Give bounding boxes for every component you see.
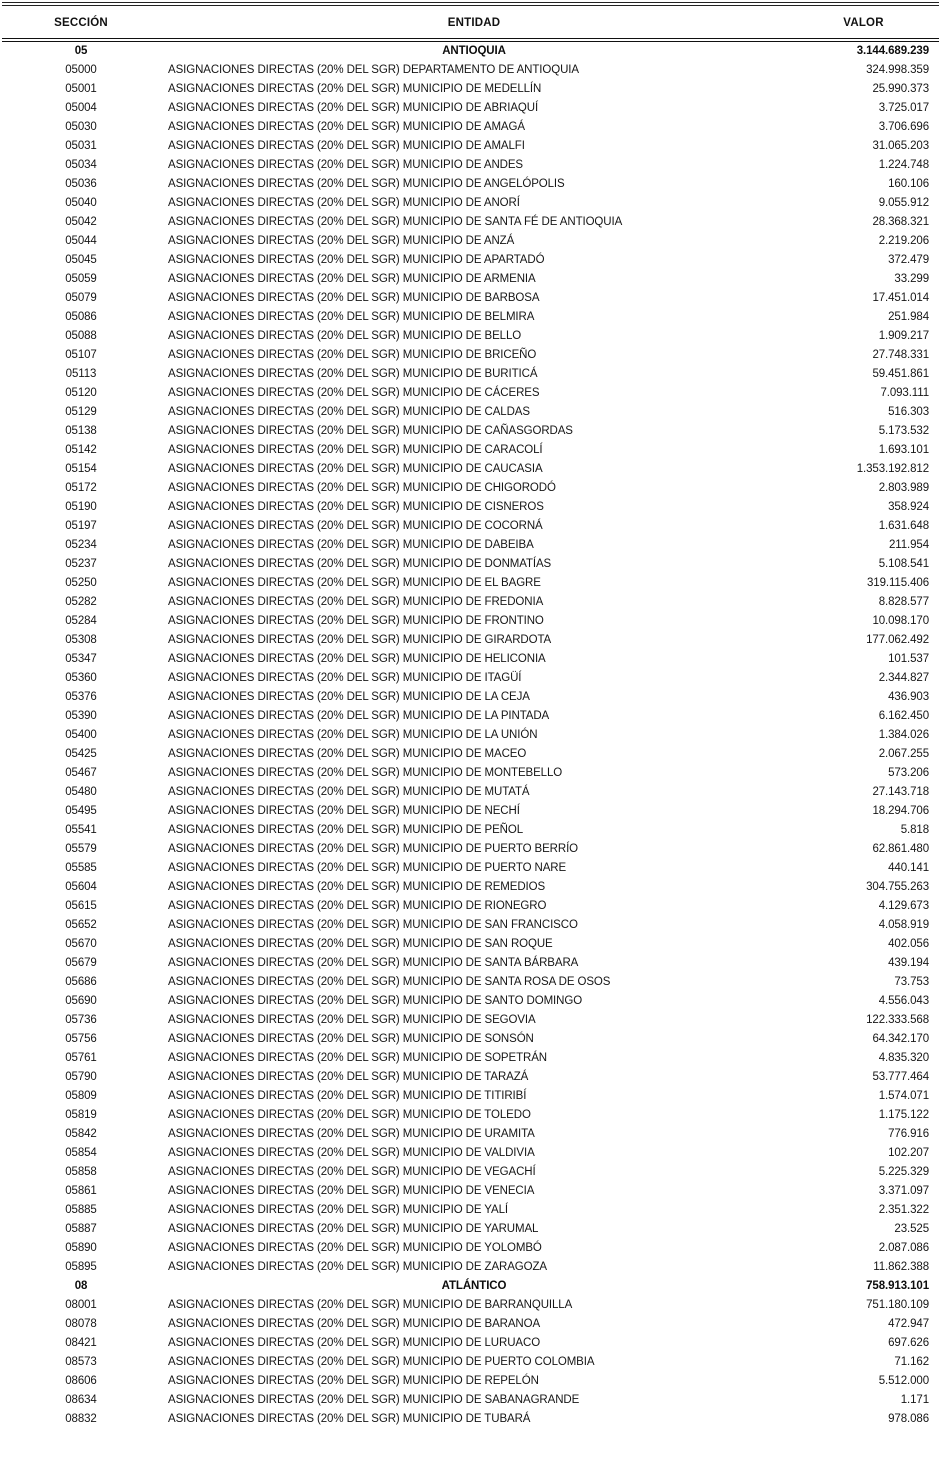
row-value: 64.342.170 <box>872 1033 929 1045</box>
row-code: 05360 <box>65 672 97 684</box>
row-entity: ASIGNACIONES DIRECTAS (20% DEL SGR) MUNICIPIO DE TARAZÁ <box>168 1071 529 1083</box>
row-code: 05376 <box>65 691 97 703</box>
row-value: 177.062.492 <box>866 634 929 646</box>
allocations-table <box>2 2 939 1429</box>
row-entity: ASIGNACIONES DIRECTAS (20% DEL SGR) MUNICIPIO DE EL BAGRE <box>168 577 541 589</box>
row-code: 05885 <box>65 1204 97 1216</box>
row-code: 05107 <box>65 349 97 361</box>
table-row <box>2 574 939 593</box>
row-value: 160.106 <box>888 178 929 190</box>
table-row <box>2 1049 939 1068</box>
row-entity: ASIGNACIONES DIRECTAS (20% DEL SGR) MUNICIPIO DE DABEIBA <box>168 539 534 551</box>
row-value: 2.067.255 <box>878 748 929 760</box>
row-value: 11.862.388 <box>873 1261 929 1273</box>
row-entity: ASIGNACIONES DIRECTAS (20% DEL SGR) MUNICIPIO DE AMALFI <box>168 140 525 152</box>
row-value: 102.207 <box>888 1147 929 1159</box>
row-entity: ASIGNACIONES DIRECTAS (20% DEL SGR) MUNICIPIO DE SANTO DOMINGO <box>168 995 583 1007</box>
row-code: 08001 <box>65 1299 97 1311</box>
row-value: 358.924 <box>888 501 929 513</box>
table-row <box>2 517 939 536</box>
row-entity: ASIGNACIONES DIRECTAS (20% DEL SGR) MUNICIPIO DE CALDAS <box>168 406 530 418</box>
row-entity: ASIGNACIONES DIRECTAS (20% DEL SGR) MUNICIPIO DE BELMIRA <box>168 311 535 323</box>
row-code: 05138 <box>65 425 97 437</box>
row-value: 2.219.206 <box>878 235 929 247</box>
table-row <box>2 1201 939 1220</box>
row-value: 2.803.989 <box>878 482 929 494</box>
table-row <box>2 1106 939 1125</box>
table-row <box>2 422 939 441</box>
table-row <box>2 1334 939 1353</box>
row-value: 8.828.577 <box>878 596 929 608</box>
row-code: 05670 <box>65 938 97 950</box>
row-entity: ASIGNACIONES DIRECTAS (20% DEL SGR) MUNICIPIO DE REMEDIOS <box>168 881 546 893</box>
row-value: 304.755.263 <box>866 881 929 893</box>
table-row <box>2 99 939 118</box>
row-code: 05045 <box>65 254 97 266</box>
row-entity: ASIGNACIONES DIRECTAS (20% DEL SGR) MUNICIPIO DE ANGELÓPOLIS <box>168 178 565 190</box>
row-entity: ASIGNACIONES DIRECTAS (20% DEL SGR) MUNICIPIO DE ITAGÜÍ <box>168 672 522 684</box>
table-row <box>2 460 939 479</box>
row-code: 05890 <box>65 1242 97 1254</box>
row-value: 17.451.014 <box>872 292 929 304</box>
row-code: 05652 <box>65 919 97 931</box>
table-row <box>2 992 939 1011</box>
row-code: 05819 <box>65 1109 97 1121</box>
table-row <box>2 536 939 555</box>
row-entity: ASIGNACIONES DIRECTAS (20% DEL SGR) MUNICIPIO DE SOPETRÁN <box>168 1052 547 1064</box>
table-row <box>2 479 939 498</box>
table-row <box>2 650 939 669</box>
table-row <box>2 859 939 878</box>
row-value: 324.998.359 <box>866 64 929 76</box>
row-code: 05086 <box>65 311 97 323</box>
table-row <box>2 916 939 935</box>
row-entity: ASIGNACIONES DIRECTAS (20% DEL SGR) MUNICIPIO DE MACEO <box>168 748 527 760</box>
row-value: 1.175.122 <box>878 1109 929 1121</box>
row-code: 05000 <box>65 64 97 76</box>
row-code: 05079 <box>65 292 97 304</box>
row-entity: ASIGNACIONES DIRECTAS (20% DEL SGR) MUNICIPIO DE MUTATÁ <box>168 786 530 798</box>
table-row <box>2 935 939 954</box>
section-name: ATLÁNTICO <box>441 1280 507 1292</box>
table-row <box>2 441 939 460</box>
row-value: 122.333.568 <box>866 1014 929 1026</box>
row-value: 2.344.827 <box>878 672 929 684</box>
row-entity: ASIGNACIONES DIRECTAS (20% DEL SGR) MUNICIPIO DE LURUACO <box>168 1337 541 1349</box>
row-code: 05154 <box>65 463 97 475</box>
row-entity: ASIGNACIONES DIRECTAS (20% DEL SGR) MUNICIPIO DE REPELÓN <box>168 1375 539 1387</box>
row-code: 05842 <box>65 1128 97 1140</box>
table-row <box>2 821 939 840</box>
table-row <box>2 251 939 270</box>
row-code: 05172 <box>65 482 97 494</box>
row-value: 751.180.109 <box>866 1299 929 1311</box>
table-row <box>2 156 939 175</box>
row-code: 05690 <box>65 995 97 1007</box>
row-code: 05129 <box>65 406 97 418</box>
row-value: 25.990.373 <box>872 83 929 95</box>
row-value: 33.299 <box>894 273 929 285</box>
row-value: 402.056 <box>888 938 929 950</box>
row-entity: ASIGNACIONES DIRECTAS (20% DEL SGR) MUNICIPIO DE YARUMAL <box>168 1223 539 1235</box>
row-entity: ASIGNACIONES DIRECTAS (20% DEL SGR) MUNICIPIO DE SABANAGRANDE <box>168 1394 580 1406</box>
row-value: 4.129.673 <box>878 900 929 912</box>
row-value: 4.058.919 <box>878 919 929 931</box>
row-code: 05790 <box>65 1071 97 1083</box>
section-name: ANTIOQUIA <box>442 45 506 57</box>
table-row <box>2 270 939 289</box>
header-row <box>2 4 939 40</box>
row-entity: ASIGNACIONES DIRECTAS (20% DEL SGR) MUNICIPIO DE COCORNÁ <box>168 520 543 532</box>
row-entity: ASIGNACIONES DIRECTAS (20% DEL SGR) MUNICIPIO DE FREDONIA <box>168 596 544 608</box>
table-row <box>2 1220 939 1239</box>
row-code: 05541 <box>65 824 97 836</box>
row-value: 1.574.071 <box>878 1090 929 1102</box>
row-entity: ASIGNACIONES DIRECTAS (20% DEL SGR) MUNICIPIO DE SEGOVIA <box>168 1014 536 1026</box>
table-row <box>2 1087 939 1106</box>
table-row <box>2 1353 939 1372</box>
row-code: 05059 <box>65 273 97 285</box>
table-row <box>2 498 939 517</box>
table-row <box>2 194 939 213</box>
row-entity: ASIGNACIONES DIRECTAS (20% DEL SGR) MUNICIPIO DE SAN FRANCISCO <box>168 919 578 931</box>
row-code: 05250 <box>65 577 97 589</box>
table-row <box>2 954 939 973</box>
section-row <box>2 40 939 61</box>
row-entity: ASIGNACIONES DIRECTAS (20% DEL SGR) MUNICIPIO DE HELICONIA <box>168 653 546 665</box>
row-value: 978.086 <box>888 1413 929 1425</box>
row-code: 05615 <box>65 900 97 912</box>
row-code: 05113 <box>65 368 97 380</box>
table-row <box>2 213 939 232</box>
row-code: 05031 <box>65 140 97 152</box>
row-entity: ASIGNACIONES DIRECTAS (20% DEL SGR) MUNICIPIO DE FRONTINO <box>168 615 544 627</box>
row-entity: ASIGNACIONES DIRECTAS (20% DEL SGR) DEPARTAMENTO DE ANTIOQUIA <box>168 64 579 76</box>
row-value: 23.525 <box>894 1223 929 1235</box>
row-entity: ASIGNACIONES DIRECTAS (20% DEL SGR) MUNICIPIO DE ZARAGOZA <box>168 1261 547 1273</box>
row-code: 05579 <box>65 843 97 855</box>
row-value: 5.818 <box>900 824 929 836</box>
row-code: 08606 <box>65 1375 97 1387</box>
row-value: 776.916 <box>888 1128 929 1140</box>
row-value: 73.753 <box>894 976 929 988</box>
table-row <box>2 783 939 802</box>
row-value: 1.171 <box>900 1394 929 1406</box>
row-value: 573.206 <box>888 767 929 779</box>
table-row <box>2 1068 939 1087</box>
row-entity: ASIGNACIONES DIRECTAS (20% DEL SGR) MUNICIPIO DE TOLEDO <box>168 1109 531 1121</box>
row-entity: ASIGNACIONES DIRECTAS (20% DEL SGR) MUNICIPIO DE CAÑASGORDAS <box>168 425 573 437</box>
row-value: 62.861.480 <box>872 843 929 855</box>
row-code: 05040 <box>65 197 97 209</box>
row-value: 5.225.329 <box>878 1166 929 1178</box>
row-code: 08573 <box>65 1356 97 1368</box>
row-code: 05190 <box>65 501 97 513</box>
row-entity: ASIGNACIONES DIRECTAS (20% DEL SGR) MUNICIPIO DE SAN ROQUE <box>168 938 553 950</box>
row-code: 05425 <box>65 748 97 760</box>
table-row <box>2 669 939 688</box>
table-row <box>2 707 939 726</box>
row-code: 05400 <box>65 729 97 741</box>
row-code: 05756 <box>65 1033 97 1045</box>
row-entity: ASIGNACIONES DIRECTAS (20% DEL SGR) MUNICIPIO DE PUERTO BERRÍO <box>168 843 579 855</box>
row-value: 3.706.696 <box>878 121 929 133</box>
row-code: 08634 <box>65 1394 97 1406</box>
row-entity: ASIGNACIONES DIRECTAS (20% DEL SGR) MUNICIPIO DE LA CEJA <box>168 691 530 703</box>
row-value: 71.162 <box>894 1356 929 1368</box>
row-value: 5.173.532 <box>878 425 929 437</box>
table-row <box>2 1391 939 1410</box>
table-row <box>2 61 939 80</box>
table-row <box>2 631 939 650</box>
table-row <box>2 403 939 422</box>
table-row <box>2 593 939 612</box>
row-code: 05042 <box>65 216 97 228</box>
row-value: 53.777.464 <box>872 1071 929 1083</box>
row-value: 472.947 <box>888 1318 929 1330</box>
row-entity: ASIGNACIONES DIRECTAS (20% DEL SGR) MUNICIPIO DE YALÍ <box>168 1204 508 1216</box>
row-value: 1.353.192.812 <box>856 463 929 475</box>
row-entity: ASIGNACIONES DIRECTAS (20% DEL SGR) MUNICIPIO DE VALDIVIA <box>168 1147 535 1159</box>
row-value: 28.368.321 <box>872 216 929 228</box>
row-value: 211.954 <box>888 539 929 551</box>
row-value: 372.479 <box>888 254 929 266</box>
row-entity: ASIGNACIONES DIRECTAS (20% DEL SGR) MUNICIPIO DE SANTA FÉ DE ANTIOQUIA <box>168 216 623 228</box>
table-row <box>2 289 939 308</box>
row-value: 7.093.111 <box>880 387 929 399</box>
section-value: 3.144.689.239 <box>856 45 929 57</box>
row-entity: ASIGNACIONES DIRECTAS (20% DEL SGR) MUNICIPIO DE CHIGORODÓ <box>168 482 556 494</box>
row-entity: ASIGNACIONES DIRECTAS (20% DEL SGR) MUNICIPIO DE ANORÍ <box>168 197 520 209</box>
row-value: 1.224.748 <box>878 159 929 171</box>
table-row <box>2 973 939 992</box>
table-body <box>2 40 939 1429</box>
table-row <box>2 1030 939 1049</box>
section-code: 05 <box>74 45 88 57</box>
row-value: 27.748.331 <box>872 349 929 361</box>
row-entity: ASIGNACIONES DIRECTAS (20% DEL SGR) MUNICIPIO DE DONMATÍAS <box>168 558 552 570</box>
table-row <box>2 688 939 707</box>
row-entity: ASIGNACIONES DIRECTAS (20% DEL SGR) MUNICIPIO DE BURITICÁ <box>168 368 538 380</box>
row-value: 4.556.043 <box>878 995 929 1007</box>
table-row <box>2 80 939 99</box>
row-code: 05736 <box>65 1014 97 1026</box>
row-entity: ASIGNACIONES DIRECTAS (20% DEL SGR) MUNICIPIO DE TUBARÁ <box>168 1413 531 1425</box>
row-entity: ASIGNACIONES DIRECTAS (20% DEL SGR) MUNICIPIO DE YOLOMBÓ <box>168 1242 542 1254</box>
table-row <box>2 745 939 764</box>
row-code: 05854 <box>65 1147 97 1159</box>
row-code: 05234 <box>65 539 97 551</box>
row-code: 05237 <box>65 558 97 570</box>
row-entity: ASIGNACIONES DIRECTAS (20% DEL SGR) MUNICIPIO DE BARBOSA <box>168 292 540 304</box>
row-code: 08421 <box>65 1337 97 1349</box>
row-value: 31.065.203 <box>872 140 929 152</box>
table-row <box>2 232 939 251</box>
row-entity: ASIGNACIONES DIRECTAS (20% DEL SGR) MUNICIPIO DE BELLO <box>168 330 522 342</box>
row-code: 05686 <box>65 976 97 988</box>
table-row <box>2 1372 939 1391</box>
row-value: 439.194 <box>888 957 929 969</box>
row-entity: ASIGNACIONES DIRECTAS (20% DEL SGR) MUNICIPIO DE VENECIA <box>168 1185 535 1197</box>
row-entity: ASIGNACIONES DIRECTAS (20% DEL SGR) MUNICIPIO DE CÁCERES <box>168 387 540 399</box>
table-row <box>2 118 939 137</box>
row-entity: ASIGNACIONES DIRECTAS (20% DEL SGR) MUNICIPIO DE GIRARDOTA <box>168 634 552 646</box>
row-code: 05004 <box>65 102 97 114</box>
row-entity: ASIGNACIONES DIRECTAS (20% DEL SGR) MUNICIPIO DE BARRANQUILLA <box>168 1299 573 1311</box>
row-entity: ASIGNACIONES DIRECTAS (20% DEL SGR) MUNICIPIO DE ANZÁ <box>168 235 515 247</box>
section-code: 08 <box>74 1280 88 1292</box>
row-code: 05480 <box>65 786 97 798</box>
row-value: 101.537 <box>888 653 929 665</box>
table-row <box>2 764 939 783</box>
row-entity: ASIGNACIONES DIRECTAS (20% DEL SGR) MUNICIPIO DE PEÑOL <box>168 824 524 836</box>
row-entity: ASIGNACIONES DIRECTAS (20% DEL SGR) MUNICIPIO DE PUERTO NARE <box>168 862 567 874</box>
table-row <box>2 1258 939 1277</box>
row-entity: ASIGNACIONES DIRECTAS (20% DEL SGR) MUNICIPIO DE MEDELLÍN <box>168 83 542 95</box>
table-row <box>2 308 939 327</box>
table-row <box>2 1182 939 1201</box>
row-entity: ASIGNACIONES DIRECTAS (20% DEL SGR) MUNICIPIO DE AMAGÁ <box>168 121 525 133</box>
row-entity: ASIGNACIONES DIRECTAS (20% DEL SGR) MUNICIPIO DE VEGACHÍ <box>168 1166 536 1178</box>
row-code: 05390 <box>65 710 97 722</box>
row-entity: ASIGNACIONES DIRECTAS (20% DEL SGR) MUNICIPIO DE APARTADÓ <box>168 254 545 266</box>
table-row <box>2 840 939 859</box>
row-entity: ASIGNACIONES DIRECTAS (20% DEL SGR) MUNICIPIO DE PUERTO COLOMBIA <box>168 1356 595 1368</box>
row-value: 440.141 <box>888 862 929 874</box>
table-row <box>2 612 939 631</box>
row-value: 2.087.086 <box>878 1242 929 1254</box>
row-value: 436.903 <box>888 691 929 703</box>
row-entity: ASIGNACIONES DIRECTAS (20% DEL SGR) MUNICIPIO DE CAUCASIA <box>168 463 543 475</box>
row-code: 05585 <box>65 862 97 874</box>
table-row <box>2 1125 939 1144</box>
col-header-valor: VALOR <box>788 4 939 40</box>
row-code: 05197 <box>65 520 97 532</box>
row-code: 05308 <box>65 634 97 646</box>
row-value: 18.294.706 <box>872 805 929 817</box>
row-code: 05887 <box>65 1223 97 1235</box>
row-code: 05044 <box>65 235 97 247</box>
table-row <box>2 384 939 403</box>
row-value: 9.055.912 <box>878 197 929 209</box>
row-value: 27.143.718 <box>872 786 929 798</box>
row-value: 5.108.541 <box>878 558 929 570</box>
row-code: 05679 <box>65 957 97 969</box>
table-row <box>2 1163 939 1182</box>
section-row <box>2 1277 939 1296</box>
row-value: 3.371.097 <box>878 1185 929 1197</box>
row-value: 4.835.320 <box>878 1052 929 1064</box>
row-value: 10.098.170 <box>872 615 929 627</box>
row-value: 6.162.450 <box>878 710 929 722</box>
table-row <box>2 1239 939 1258</box>
row-code: 05036 <box>65 178 97 190</box>
row-code: 05282 <box>65 596 97 608</box>
table-row <box>2 802 939 821</box>
col-header-seccion: SECCIÓN <box>2 4 160 40</box>
row-entity: ASIGNACIONES DIRECTAS (20% DEL SGR) MUNICIPIO DE BRICEÑO <box>168 349 537 361</box>
row-value: 59.451.861 <box>872 368 929 380</box>
row-entity: ASIGNACIONES DIRECTAS (20% DEL SGR) MUNICIPIO DE SANTA ROSA DE OSOS <box>168 976 611 988</box>
row-entity: ASIGNACIONES DIRECTAS (20% DEL SGR) MUNICIPIO DE SANTA BÁRBARA <box>168 957 579 969</box>
table-header <box>2 4 939 40</box>
row-code: 05142 <box>65 444 97 456</box>
row-entity: ASIGNACIONES DIRECTAS (20% DEL SGR) MUNICIPIO DE NECHÍ <box>168 805 520 817</box>
row-code: 05347 <box>65 653 97 665</box>
row-entity: ASIGNACIONES DIRECTAS (20% DEL SGR) MUNICIPIO DE LA PINTADA <box>168 710 550 722</box>
table-row <box>2 897 939 916</box>
row-entity: ASIGNACIONES DIRECTAS (20% DEL SGR) MUNICIPIO DE MONTEBELLO <box>168 767 563 779</box>
table-row <box>2 555 939 574</box>
row-code: 05761 <box>65 1052 97 1064</box>
row-code: 08078 <box>65 1318 97 1330</box>
row-entity: ASIGNACIONES DIRECTAS (20% DEL SGR) MUNICIPIO DE ARMENIA <box>168 273 536 285</box>
row-value: 319.115.406 <box>867 577 929 589</box>
row-entity: ASIGNACIONES DIRECTAS (20% DEL SGR) MUNICIPIO DE TITIRIBÍ <box>168 1090 527 1102</box>
table-row <box>2 726 939 745</box>
table-row <box>2 327 939 346</box>
row-entity: ASIGNACIONES DIRECTAS (20% DEL SGR) MUNICIPIO DE CARACOLÍ <box>168 444 543 456</box>
row-entity: ASIGNACIONES DIRECTAS (20% DEL SGR) MUNICIPIO DE RIONEGRO <box>168 900 547 912</box>
row-value: 1.631.648 <box>878 520 929 532</box>
row-value: 1.384.026 <box>878 729 929 741</box>
row-code: 05034 <box>65 159 97 171</box>
row-value: 5.512.000 <box>878 1375 929 1387</box>
table-row <box>2 1315 939 1334</box>
table-row <box>2 346 939 365</box>
table-row <box>2 1296 939 1315</box>
row-code: 05604 <box>65 881 97 893</box>
row-code: 08832 <box>65 1413 97 1425</box>
row-value: 3.725.017 <box>878 102 929 114</box>
row-code: 05284 <box>65 615 97 627</box>
row-code: 05467 <box>65 767 97 779</box>
table-row <box>2 1410 939 1429</box>
row-value: 2.351.322 <box>878 1204 929 1216</box>
row-entity: ASIGNACIONES DIRECTAS (20% DEL SGR) MUNICIPIO DE ANDES <box>168 159 524 171</box>
row-entity: ASIGNACIONES DIRECTAS (20% DEL SGR) MUNICIPIO DE ABRIAQUÍ <box>168 102 539 114</box>
row-code: 05088 <box>65 330 97 342</box>
row-code: 05861 <box>65 1185 97 1197</box>
row-value: 697.626 <box>888 1337 929 1349</box>
col-header-entidad: ENTIDAD <box>160 4 788 40</box>
row-code: 05001 <box>65 83 97 95</box>
row-entity: ASIGNACIONES DIRECTAS (20% DEL SGR) MUNICIPIO DE URAMITA <box>168 1128 535 1140</box>
row-code: 05030 <box>65 121 97 133</box>
row-value: 1.909.217 <box>878 330 929 342</box>
table-row <box>2 365 939 384</box>
row-code: 05858 <box>65 1166 97 1178</box>
row-value: 251.984 <box>888 311 929 323</box>
table-row <box>2 878 939 897</box>
row-code: 05809 <box>65 1090 97 1102</box>
row-code: 05120 <box>65 387 97 399</box>
row-code: 05495 <box>65 805 97 817</box>
section-value: 758.913.101 <box>866 1280 929 1292</box>
row-entity: ASIGNACIONES DIRECTAS (20% DEL SGR) MUNICIPIO DE SONSÓN <box>168 1033 534 1045</box>
row-entity: ASIGNACIONES DIRECTAS (20% DEL SGR) MUNICIPIO DE LA UNIÓN <box>168 729 538 741</box>
row-code: 05895 <box>65 1261 97 1273</box>
table-row <box>2 1011 939 1030</box>
table-row <box>2 175 939 194</box>
row-entity: ASIGNACIONES DIRECTAS (20% DEL SGR) MUNICIPIO DE CISNEROS <box>168 501 544 513</box>
table-row <box>2 1144 939 1163</box>
row-entity: ASIGNACIONES DIRECTAS (20% DEL SGR) MUNICIPIO DE BARANOA <box>168 1318 541 1330</box>
table-row <box>2 137 939 156</box>
row-value: 1.693.101 <box>878 444 929 456</box>
row-value: 516.303 <box>888 406 929 418</box>
